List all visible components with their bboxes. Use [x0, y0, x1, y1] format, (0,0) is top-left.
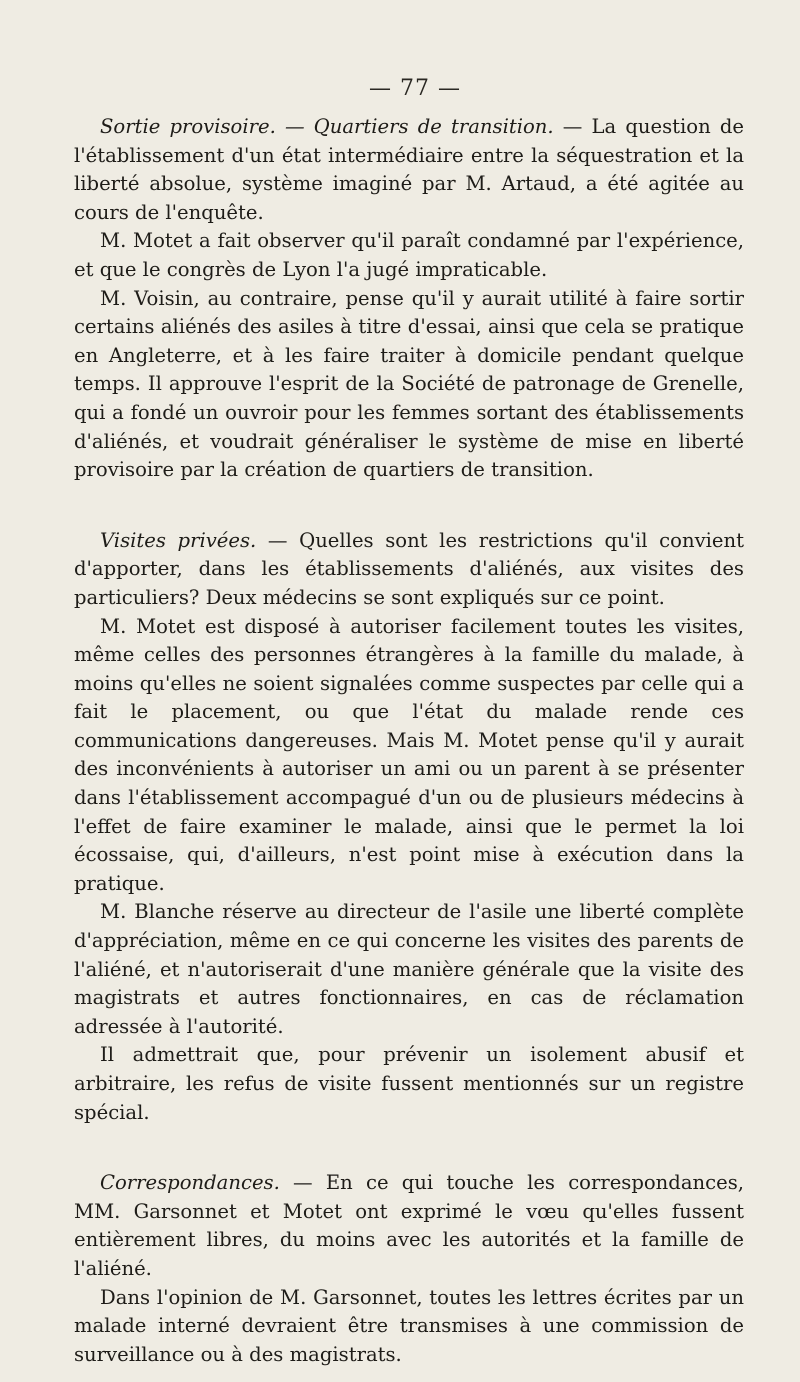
lead-text: — La question de l'établissement d'un état intermédiaire entre la séquestration et la liberté absolue, système imaginé par M. Artaud, a été agitée au cours de l'enquête. [74, 115, 744, 224]
section-heading: Visites privées. [100, 528, 257, 552]
lead-text: — Quelles sont les restrictions qu'il convient d'apporter, dans les établissements d'aliénés, aux visites des particuliers? Deux médecins se sont expliqués sur ce point. [74, 528, 744, 609]
paragraph: Il admettrait que, pour prévenir un isolement abusif et arbitraire, les refus de visite fussent mentionnés sur un registre spécial. [74, 1043, 744, 1124]
section-visites-privees [74, 527, 744, 1127]
page-number: — 77 — [369, 76, 461, 101]
section-lead-paragraph [74, 113, 744, 227]
paragraph: Dans l'opinion de M. Garsonnet, toutes les lettres écrites par un malade interné devraient être transmises à une commission de surveillance ou à des magistrats. [74, 1285, 744, 1366]
section-correspondances [74, 1169, 744, 1369]
paragraph: M. Voisin, au contraire, pense qu'il y aurait utilité à faire sortir certains aliénés des asiles à titre d'essai, ainsi que cela se pratique en Angleterre, et à les faire traiter à domicile pendant quelque temps. Il approuve l'esprit de la Société de patronage de Grenelle, qui a fondé un ouvroir pour les femmes sortant des établissements d'aliénés, et voudrait généraliser le système de mise en liberté provisoire par la création de quartiers de transition. [74, 286, 744, 482]
section-sortie-provisoire [74, 113, 744, 485]
paragraph: M. Motet a fait observer qu'il paraît condamné par l'expérience, et que le congrès de Lyon l'a jugé impraticable. [74, 229, 744, 281]
lead-text: — En ce qui touche les correspondances, MM. Garsonnet et Motet ont exprimé le vœu qu'elles fussent entièrement libres, du moins avec les autorités et la famille de l'aliéné. [74, 1171, 744, 1280]
section-lead-paragraph [74, 1169, 744, 1283]
paragraph: M. Blanche réserve au directeur de l'asile une liberté complète d'appréciation, même en ce qui concerne les visites des parents de l'aliéné, et n'autoriserait d'une manière générale que la visite des magistrats et autres fonctionnaires, en cas de réclamation adressée à l'autorité. [74, 900, 744, 1038]
section-heading: Sortie provisoire. — Quartiers de transition. [100, 115, 554, 138]
paragraph: M. Motet est disposé à autoriser facilement toutes les visites, même celles des personnes étrangères à la famille du malade, à moins qu'elles ne soient signalées comme suspectes par celle qui a fait le placement, ou que l'état du malade rende ces communications dangereuses. Mais M. Motet pense qu'il y aurait des inconvénients à autoriser un ami ou un parent à se présenter dans l'établissement accompagué d'un ou de plusieurs médecins à l'effet de faire examiner le malade, ainsi que le permet la loi écossaise, qui, d'ailleurs, n'est point mise à exécution dans la pratique. [74, 614, 744, 895]
section-heading: Correspondances. [100, 1171, 280, 1195]
section-lead-paragraph [74, 527, 744, 613]
